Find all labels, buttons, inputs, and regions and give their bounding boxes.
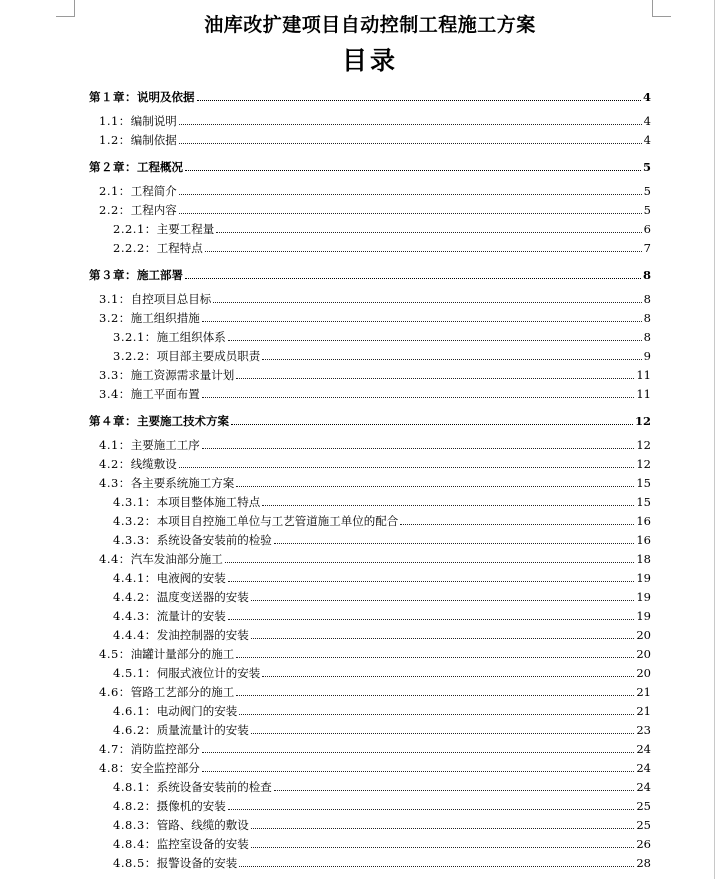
toc-entry-label: 施工资源需求量计划 [130,368,235,382]
toc-entry-number: 2.2.2： [113,241,157,255]
toc-dot-leader [231,424,633,425]
toc-entry[interactable] [113,347,651,363]
toc-entry[interactable] [113,220,651,236]
toc-entry-number: 2.2： [99,203,131,217]
toc-entry[interactable] [113,835,651,851]
toc-entry-label: 施工部署 [137,268,183,282]
toc-entry-label: 报警设备的安装 [156,856,238,870]
toc-page-number: 5 [642,160,651,174]
toc-entry-label: 施工平面布置 [130,387,200,401]
toc-entry[interactable] [99,683,651,699]
toc-entry-label: 本项目自控施工单位与工艺管道施工单位的配合 [156,514,399,528]
toc-page-number: 12 [636,457,651,471]
toc-entry[interactable] [113,569,651,585]
toc-dot-leader [202,752,635,753]
toc-dot-leader [262,676,634,677]
toc-page-number: 11 [636,368,651,382]
toc-dot-leader [251,600,635,601]
toc-entry-label: 工程简介 [130,184,177,198]
toc-entry[interactable] [113,607,651,623]
toc-entry[interactable] [113,531,651,547]
toc-dot-leader [251,733,635,734]
toc-entry-label: 发油控制器的安装 [156,628,249,642]
toc-entry-number: 第４章： [89,414,137,428]
toc-entry-label: 本项目整体施工特点 [156,495,261,509]
toc-dot-leader [239,714,634,715]
toc-entry-number: 3.2： [99,311,131,325]
toc-page-number: 20 [636,666,651,680]
toc-dot-leader [185,278,641,279]
toc-entry-number: 4.3.2： [113,514,157,528]
toc-entry[interactable] [113,512,651,528]
toc-entry-label: 施工组织措施 [130,311,200,325]
toc-entry-label: 项目部主要成员职责 [156,349,261,363]
page-right-edge [714,0,715,879]
toc-page-number: 5 [643,203,651,217]
toc-entry[interactable] [99,436,651,452]
toc-dot-leader [202,321,642,322]
toc-dot-leader [251,638,635,639]
toc-entry[interactable] [99,455,651,471]
toc-entry[interactable] [99,182,651,198]
toc-page-number: 12 [634,414,651,428]
toc-entry[interactable] [113,664,651,680]
toc-entry-label: 管路工艺部分的施工 [130,685,235,699]
toc-entry[interactable] [113,239,651,255]
toc-entry-number: 4.1： [99,438,131,452]
toc-page-number: 4 [642,90,651,104]
toc-entry[interactable] [113,778,651,794]
toc-entry-number: 3.2.2： [113,349,157,363]
toc-page-number: 8 [643,292,651,306]
toc-dot-leader [239,866,634,867]
toc-entry[interactable] [99,385,651,401]
toc-dot-leader [274,790,635,791]
toc-entry-number: 4.8.1： [113,780,157,794]
toc-entry-label: 流量计的安装 [156,609,226,623]
toc-chapter-entry[interactable] [89,266,651,282]
toc-page-number: 6 [643,222,651,236]
document-title: 油库改扩建项目自动控制工程施工方案 [204,14,536,36]
toc-page-number: 19 [636,571,651,585]
toc-entry-number: 4.4.2： [113,590,157,604]
toc-entry-label: 质量流量计的安装 [156,723,249,737]
toc-entry-number: 1.2： [99,133,131,147]
toc-dot-leader [236,378,634,379]
toc-page-number: 23 [636,723,651,737]
toc-entry-label: 电液阀的安装 [156,571,226,585]
toc-entry-number: 3.2.1： [113,330,157,344]
toc-entry-label: 消防监控部分 [130,742,200,756]
toc-entry-number: 4.3.1： [113,495,157,509]
toc-dot-leader [251,847,635,848]
toc-entry-number: 4.8： [99,761,131,775]
toc-dot-leader [228,619,635,620]
toc-entry[interactable] [99,550,651,566]
toc-dot-leader [202,448,635,449]
toc-entry-label: 电动阀门的安装 [156,704,238,718]
toc-page-number: 19 [636,609,651,623]
toc-entry-label: 线缆敷设 [130,457,177,471]
toc-page-number: 28 [636,856,651,870]
toc-dot-leader [400,524,634,525]
toc-entry[interactable] [99,366,651,382]
toc-entry-label: 说明及依据 [137,90,195,104]
toc-page-number: 24 [636,742,651,756]
toc-dot-leader [228,581,635,582]
toc-page-number: 11 [636,387,651,401]
toc-chapter-entry[interactable] [89,158,651,174]
toc-entry-number: 4.6.1： [113,704,157,718]
toc-dot-leader [251,828,635,829]
toc-entry-number: 4.3.3： [113,533,157,547]
toc-entry-label: 汽车发油部分施工 [130,552,223,566]
toc-entry-number: 3.3： [99,368,131,382]
toc-entry-label: 工程概况 [137,160,183,174]
toc-dot-leader [213,302,641,303]
toc-entry-number: 4.5： [99,647,131,661]
toc-entry[interactable] [99,645,651,661]
toc-dot-leader [236,695,634,696]
toc-entry[interactable] [99,131,651,147]
toc-heading: 目录 [341,46,398,75]
toc-page-number: 16 [636,533,651,547]
toc-entry-number: 4.3： [99,476,131,490]
toc-dot-leader [185,170,641,171]
toc-entry-number: 4.7： [99,742,131,756]
toc-entry-label: 施工组织体系 [156,330,226,344]
toc-entry-label: 伺服式液位计的安装 [156,666,261,680]
toc-page-number: 20 [636,647,651,661]
toc-dot-leader [216,232,641,233]
toc-dot-leader [205,251,642,252]
toc-page-number: 21 [636,685,651,699]
toc-entry[interactable] [113,721,651,737]
toc-dot-leader [236,657,634,658]
toc-chapter-entry[interactable] [89,88,651,104]
toc-entry-number: 第１章： [89,90,137,104]
toc-page-number: 15 [636,476,651,490]
toc-page-number: 7 [643,241,651,255]
toc-dot-leader [236,486,634,487]
toc-page-number: 24 [636,761,651,775]
toc-dot-leader [274,543,635,544]
toc-entry-label: 编制依据 [130,133,177,147]
toc-page-number: 25 [636,818,651,832]
toc-entry-label: 主要施工工序 [130,438,200,452]
toc-page-number: 8 [642,268,651,282]
toc-dot-leader [197,100,641,101]
toc-page-number: 9 [643,349,651,363]
toc-entry[interactable] [113,816,651,832]
toc-entry-label: 油罐计量部分的施工 [130,647,235,661]
toc-entry-number: 4.5.1： [113,666,157,680]
toc-entry-number: 2.1： [99,184,131,198]
toc-page-number: 4 [643,133,651,147]
toc-entry-label: 工程内容 [130,203,177,217]
toc-entry-label: 主要工程量 [156,222,215,236]
toc-entry[interactable] [113,702,651,718]
toc-entry[interactable] [99,201,651,217]
toc-entry[interactable] [99,309,651,325]
toc-page-number: 25 [636,799,651,813]
toc-page-number: 4 [643,114,651,128]
toc-entry-number: 3.1： [99,292,131,306]
toc-page-number: 8 [643,311,651,325]
toc-page-number: 21 [636,704,651,718]
toc-dot-leader [262,359,641,360]
toc-entry[interactable] [99,474,651,490]
toc-entry-label: 管路、线缆的敷设 [156,818,249,832]
toc-entry[interactable] [113,626,651,642]
toc-entry-number: 4.8.5： [113,856,157,870]
toc-entry[interactable] [99,112,651,128]
toc-dot-leader [228,809,635,810]
toc-page-number: 8 [643,330,651,344]
toc-entry-number: 第２章： [89,160,137,174]
toc-entry-label: 系统设备安装前的检查 [156,780,272,794]
toc-entry-number: 4.4.3： [113,609,157,623]
toc-entry-number: 4.4.1： [113,571,157,585]
toc-chapter-entry[interactable] [89,412,651,428]
toc-dot-leader [179,213,642,214]
toc-entry-label: 编制说明 [130,114,177,128]
toc-page-number: 19 [636,590,651,604]
toc-entry-number: 4.6： [99,685,131,699]
toc-entry-number: 第３章： [89,268,137,282]
toc-entry[interactable] [113,588,651,604]
toc-entry[interactable] [99,759,651,775]
toc-entry-number: 4.8.3： [113,818,157,832]
toc-entry[interactable] [113,854,651,870]
toc-entry-number: 1.1： [99,114,131,128]
toc-entry[interactable] [99,290,651,306]
toc-entry-number: 4.4.4： [113,628,157,642]
toc-entry-label: 监控室设备的安装 [156,837,249,851]
toc-entry-label: 各主要系统施工方案 [130,476,235,490]
toc-entry-number: 3.4： [99,387,131,401]
toc-dot-leader [179,143,642,144]
toc-entry-label: 主要施工技术方案 [137,414,229,428]
toc-page-number: 15 [636,495,651,509]
toc-dot-leader [202,771,635,772]
toc-page-number: 16 [636,514,651,528]
toc-entry-number: 2.2.1： [113,222,157,236]
toc-dot-leader [202,397,635,398]
toc-entry-label: 系统设备安装前的检验 [156,533,272,547]
toc-entry[interactable] [113,328,651,344]
toc-entry-label: 自控项目总目标 [130,292,212,306]
toc-entry-number: 4.8.4： [113,837,157,851]
toc-entry-number: 4.8.2： [113,799,157,813]
toc-dot-leader [179,194,642,195]
toc-page-number: 5 [643,184,651,198]
toc-page-number: 12 [636,438,651,452]
toc-entry[interactable] [113,493,651,509]
toc-page-number: 24 [636,780,651,794]
toc-entry-label: 安全监控部分 [130,761,200,775]
toc-entry-label: 工程特点 [156,241,203,255]
toc-dot-leader [179,124,642,125]
toc-dot-leader [225,562,635,563]
toc-page-number: 18 [636,552,651,566]
toc-entry[interactable] [113,797,651,813]
toc-page-number: 26 [636,837,651,851]
toc-dot-leader [179,467,635,468]
toc-dot-leader [262,505,634,506]
toc-entry-label: 温度变送器的安装 [156,590,249,604]
toc-dot-leader [228,340,642,341]
toc-entry-number: 4.6.2： [113,723,157,737]
toc-entry-label: 摄像机的安装 [156,799,226,813]
toc-entry[interactable] [99,740,651,756]
toc-entry-number: 4.2： [99,457,131,471]
toc-page-number: 20 [636,628,651,642]
toc-entry-number: 4.4： [99,552,131,566]
